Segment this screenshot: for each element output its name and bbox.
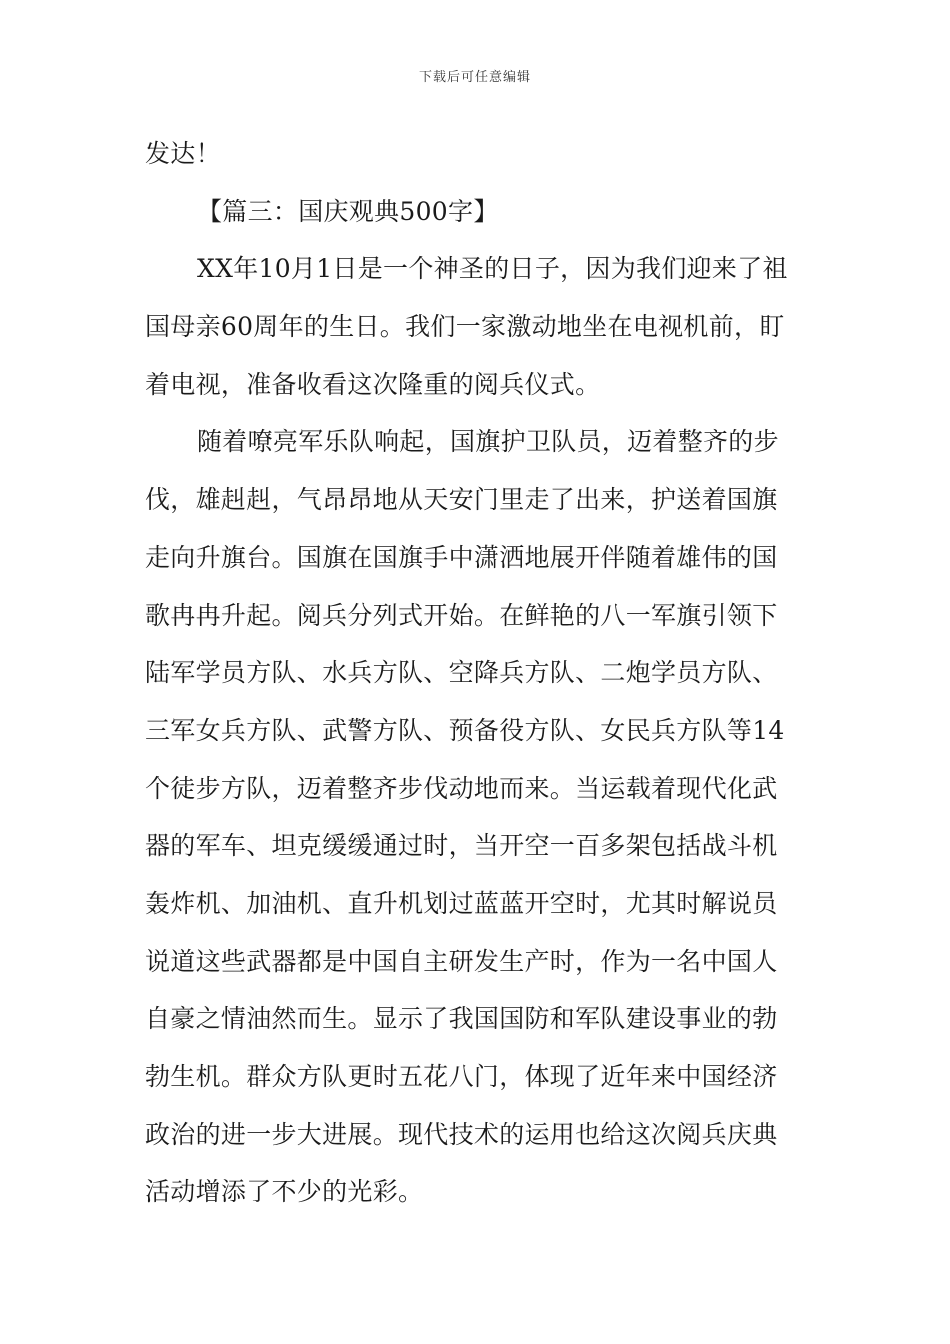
text-line: 陆军学员方队、水兵方队、空降兵方队、二炮学员方队、 [145, 658, 778, 688]
text-line: 国母亲60周年的生日。我们一家激动地坐在电视机前，盯 [145, 312, 785, 342]
text-line: 发达！ [145, 139, 221, 168]
text-line: 个徒步方队，迈着整齐步伐动地而来。当运载着现代化武 [145, 773, 778, 803]
text-line: 轰炸机、加油机、直升机划过蓝蓝开空时，尤其时解说员 [145, 888, 778, 918]
section-heading: 【篇三：国庆观典500字】 [197, 196, 499, 226]
text-line: 着电视，准备收看这次隆重的阅兵仪式。 [145, 369, 601, 399]
text-line: 说道这些武器都是中国自主研发生产时，作为一名中国人 [145, 946, 778, 976]
text-line: 勃生机。群众方队更时五花八门，体现了近年来中国经济 [145, 1062, 778, 1091]
text-line: 器的军车、坦克缓缓通过时，当开空一百多架包括战斗机 [145, 831, 778, 861]
text-line: 伐，雄赳赳，气昂昂地从天安门里走了出来，护送着国旗 [145, 485, 778, 515]
page-header: 下载后可任意编辑 [418, 70, 531, 85]
text-line: XX年10月1日是一个神圣的日子，因为我们迎来了祖 [197, 254, 788, 284]
text-line: 政治的进一步大进展。现代技术的运用也给这次阅兵庆典 [145, 1119, 778, 1149]
text-line: 三军女兵方队、武警方队、预备役方队、女民兵方队等14 [145, 715, 785, 745]
text-line: 歌冉冉升起。阅兵分列式开始。在鲜艳的八一军旗引领下 [145, 600, 778, 630]
text-line: 走向升旗台。国旗在国旗手中潇洒地展开伴随着雄伟的国 [145, 542, 778, 572]
document-body [145, 125, 810, 1221]
text-line: 活动增添了不少的光彩。 [145, 1177, 424, 1207]
text-line: 随着嘹亮军乐队响起，国旗护卫队员，迈着整齐的步 [197, 427, 779, 457]
text-line: 自豪之情油然而生。显示了我国国防和军队建设事业的勃 [145, 1004, 778, 1034]
